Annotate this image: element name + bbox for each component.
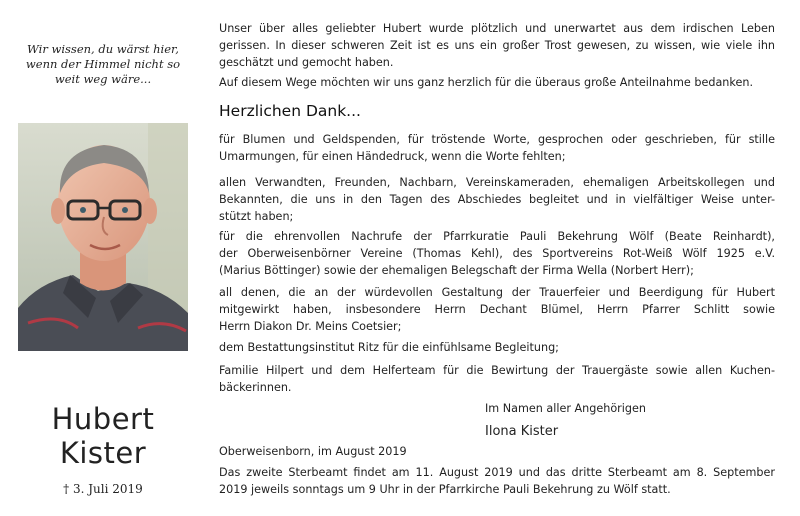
text-line: 2019 jeweils sonntags um 9 Uhr in der Pfarrkirche Pauli Bekehrung zu Wölf statt. [219,483,671,497]
text-line: dem Bestattungsinstitut Ritz für die einfühlsame Begleitung; [219,341,559,354]
text-line: Umarmungen, für einen Händedruck, wenn die Worte fehlten; [219,150,566,164]
quote-line: Wir wissen, du wärst hier, [27,42,179,56]
text-line: geschätzt und gemocht haben. [219,56,394,70]
text-line: Das zweite Sterbeamt findet am 11. August 2019 und das dritte Sterbeamt am 8. September [219,466,775,479]
gratitude-paragraph-1 [219,131,775,165]
text-line: Herrn Diakon Dr. Meins Coetsier; [219,320,402,334]
text-line: Bekannten, die uns in den Tagen des Abschiedes begleitet und in vielfältiger Weise unter- [219,193,775,207]
thanks-heading: Herzlichen Dank... [219,102,361,120]
gratitude-paragraph-4 [219,284,775,336]
death-date: † 3. Juli 2019 [63,482,143,496]
gratitude-paragraph-6 [219,362,775,396]
text-line: allen Verwandten, Freunden, Nachbarn, Vereinskameraden, ehemaligen Arbeitskollegen und [219,176,775,189]
text-line: der Oberweisenbörner Vereine (Thomas Kehl), des Sportvereins Rot-Weiß Wölf 1925 e.V. [219,247,775,261]
last-name: Kister [59,436,147,470]
text-line: mitgewirkt haben, insbesondere Herrn Dechant Blümel, Herrn Pfarrer Schlitt sowie [219,303,775,317]
portrait-photo [18,123,188,351]
intro-paragraph [219,20,775,72]
quote-line: wenn der Himmel nicht so [25,57,181,71]
text-line: für Blumen und Geldspenden, für tröstende Worte, gesprochen oder geschrieben, für stille [219,133,775,146]
place-date [219,443,775,460]
thanks-paragraph [219,74,775,91]
text-line: für die ehrenvollen Nachrufe der Pfarrkuratie Pauli Bekehrung Wölf (Beate Reinhardt), [219,230,775,243]
text-line: stützt haben; [219,210,294,224]
first-name: Hubert [51,402,155,436]
text-line: Familie Hilpert und dem Helferteam für die Bewirtung der Trauergäste sowie allen Kuchen- [219,364,775,377]
mass-notice [219,464,775,498]
text-line: gerissen. In dieser schweren Zeit ist es uns ein großer Trost gewesen, zu wissen, wie viele ihn [219,39,775,53]
text-line: (Marius Böttinger) sowie der ehemaligen Belegschaft der Firma Wella (Norbert Herr); [219,264,694,278]
quote-line: weit weg wäre... [54,72,152,86]
text-line: Auf diesem Wege möchten wir uns ganz herzlich für die überaus große Anteilnahme bedanken. [219,76,754,89]
gratitude-paragraph-2 [219,174,775,226]
text-line: bäckerinnen. [219,381,292,395]
memorial-quote [14,42,192,87]
left-column [0,0,205,516]
portrait-illustration [18,123,188,351]
text-line: Unser über alles geliebter Hubert wurde plötzlich und unerwartet aus dem irdischen Leben [219,22,775,35]
gratitude-paragraph-3 [219,228,775,280]
text-line: all denen, die an der würdevollen Gestaltung der Trauerfeier und Beerdigung für Hubert [219,286,775,299]
text-line: Oberweisenborn, im August 2019 [219,445,407,458]
deceased-name [18,402,188,470]
gratitude-paragraph-5 [219,339,775,356]
signature-name: Ilona Kister [485,424,559,439]
signature-label: Im Namen aller Angehörigen [485,402,646,415]
